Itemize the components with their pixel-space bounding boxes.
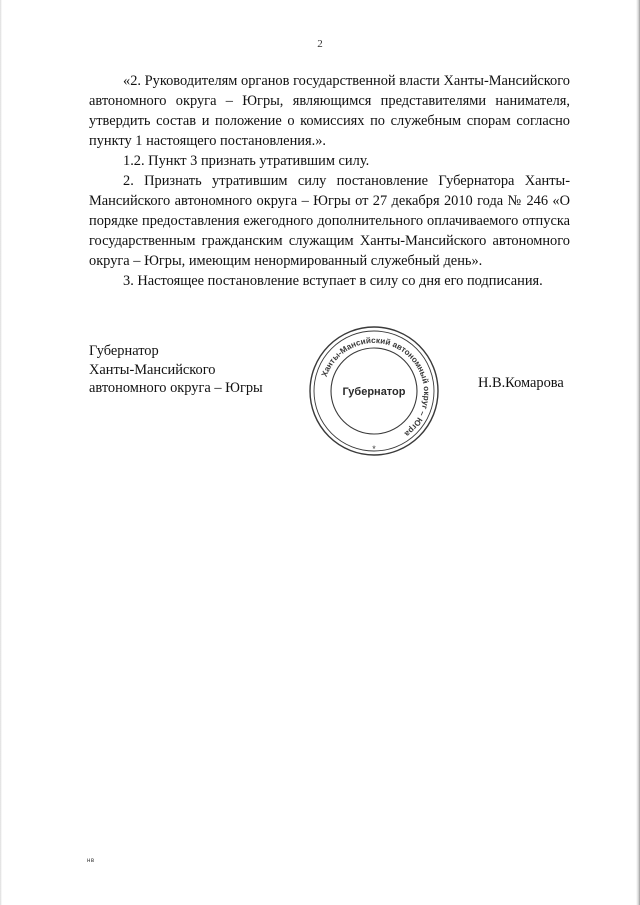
official-seal-stamp xyxy=(305,324,443,458)
seal-center-text: Губернатор xyxy=(342,386,406,398)
position-line: автономного округа – Югры xyxy=(89,380,263,396)
scan-edge-left xyxy=(0,0,2,905)
paragraph-item-2: 2. Признать утратившим силу постановление Губернатора Ханты-Мансийского автономного округа – Югры от 27 декабря 2010 года № 246 «О порядке предоставления ежегодного дополнительного оплачиваемого отпуска государственным гражданским служащим Ханты-Мансийского автономного округа – Югры, имеющим ненормированный служебный день». xyxy=(89,173,570,269)
position-line: Губернатор xyxy=(89,343,159,359)
document-body xyxy=(89,71,570,291)
seal-star: * xyxy=(372,444,376,454)
footer-initials: нв xyxy=(87,858,95,864)
signature-position xyxy=(89,342,289,398)
signer-name: Н.В.Комарова xyxy=(478,375,564,391)
paragraph-amendment-item-2: «2. Руководителям органов государственной власти Ханты-Мансийского автономного округа – Югры, являющимся представителями нанимателя, утвердить состав и положение о комиссиях по служебным спорам согласно пункту 1 настоящего постановления.». xyxy=(89,73,570,149)
seal-ring-text: Ханты-Мансийский автономный округ – Югра xyxy=(319,335,432,439)
page-number: 2 xyxy=(317,38,323,50)
paragraph-item-3: 3. Настоящее постановление вступает в силу со дня его подписания. xyxy=(123,273,543,289)
scan-edge-right xyxy=(636,0,640,905)
paragraph-item-1-2: 1.2. Пункт 3 признать утратившим силу. xyxy=(123,153,370,169)
position-line: Ханты-Мансийского xyxy=(89,361,216,378)
